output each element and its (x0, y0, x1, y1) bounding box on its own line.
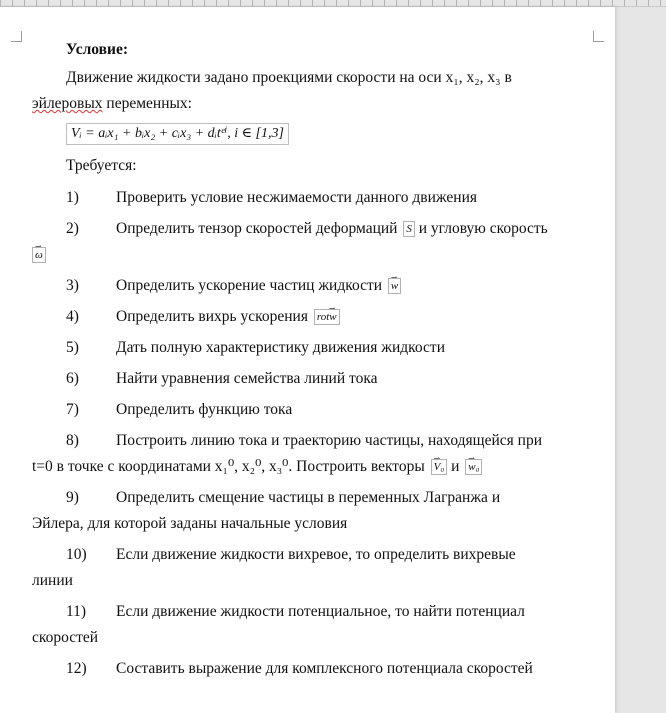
conjunction: и (451, 458, 460, 475)
document-page[interactable] (0, 7, 615, 713)
item-number: 1) (66, 189, 79, 206)
item-number: 6) (66, 370, 79, 387)
heading: Условие: (66, 41, 128, 58)
vector-arrow-icon: ⇀ (433, 454, 441, 464)
item-text: Определить функцию тока (116, 401, 293, 418)
vector-arrow-icon: ⇀ (328, 304, 336, 314)
list-item (32, 656, 595, 682)
item-text: Определить смещение частицы в переменных Лагранжа и (116, 489, 501, 506)
item-text: Составить выражение для комплексного потенциала скоростей (116, 660, 533, 677)
ruler (0, 0, 666, 7)
list-item (32, 335, 595, 361)
intro-paragraph (32, 65, 595, 117)
list-item (32, 185, 595, 211)
item-text: Дать полную характеристику движения жидкости (116, 339, 446, 356)
intro-line-1: Движение жидкости задано проекциями скорости на оси x₁, x₂, x₃ в (66, 69, 512, 86)
item-number: 7) (66, 401, 79, 418)
item-text-cont: Эйлера, для которой заданы начальные условия (32, 515, 348, 532)
list-item (32, 304, 595, 330)
formula-row (32, 123, 595, 145)
item-number: 10) (66, 546, 87, 563)
tensor-s-object[interactable]: S (403, 221, 415, 237)
document-body[interactable] (32, 37, 595, 687)
rotw-object[interactable]: ⇀ rotw (314, 309, 340, 325)
item-text-cont: и угловую скорость (418, 220, 548, 237)
item-text: Определить вихрь ускорения (116, 308, 308, 325)
item-text: Если движение жидкости потенциальное, то найти потенциал (116, 603, 525, 620)
required-label: Требуется: (66, 157, 137, 174)
vector-arrow-icon: ⇀ (468, 454, 475, 464)
misspelled-word[interactable]: эйлеровых (32, 95, 103, 112)
item-number: 3) (66, 277, 79, 294)
item-text-cont: t=0 в точке с координатами x₁⁰, x₂⁰, x₃⁰. Построить векторы (32, 458, 425, 475)
vector-arrow-icon: ⇀ (35, 242, 42, 252)
list-item (32, 216, 595, 268)
item-number: 9) (66, 489, 79, 506)
list-item (32, 273, 595, 299)
margin-corner-mark (11, 31, 22, 42)
item-text: Определить ускорение частиц жидкости (116, 277, 383, 294)
item-text-cont: линии (32, 572, 73, 589)
vector-v0-object[interactable]: ⇀ V₀ (431, 459, 448, 475)
list-item (32, 599, 595, 651)
list-item (32, 542, 595, 594)
vector-w-object[interactable]: ⇀ w (388, 278, 401, 294)
item-number: 12) (66, 660, 87, 677)
item-text: Проверить условие несжимаемости данного движения (116, 189, 478, 206)
item-text: Если движение жидкости вихревое, то определить вихревые (116, 546, 516, 563)
item-text: Найти уравнения семейства линий тока (116, 370, 378, 387)
item-number: 8) (66, 432, 79, 449)
list-item (32, 428, 595, 480)
item-number: 2) (66, 220, 79, 237)
vector-w0-object[interactable]: ⇀ w₀ (465, 459, 482, 475)
item-text: Определить тензор скоростей деформаций (116, 220, 398, 237)
item-number: 4) (66, 308, 79, 325)
item-number: 5) (66, 339, 79, 356)
item-number: 11) (66, 603, 87, 620)
list-item (32, 366, 595, 392)
item-text: Построить линию тока и траекторию частицы, находящейся при (116, 432, 542, 449)
omega-object[interactable]: ⇀ ω (32, 247, 46, 263)
formula-object[interactable]: Vᵢ = aᵢx₁ + bᵢx₂ + cᵢx₃ + dᵢtᵉⁱ, i ∈ [1,3] (66, 123, 289, 145)
vector-arrow-icon: ⇀ (390, 273, 398, 283)
list-item (32, 397, 595, 423)
intro-line-2: переменных: (102, 95, 192, 112)
item-text-cont: скоростей (32, 629, 99, 646)
list-item (32, 485, 595, 537)
